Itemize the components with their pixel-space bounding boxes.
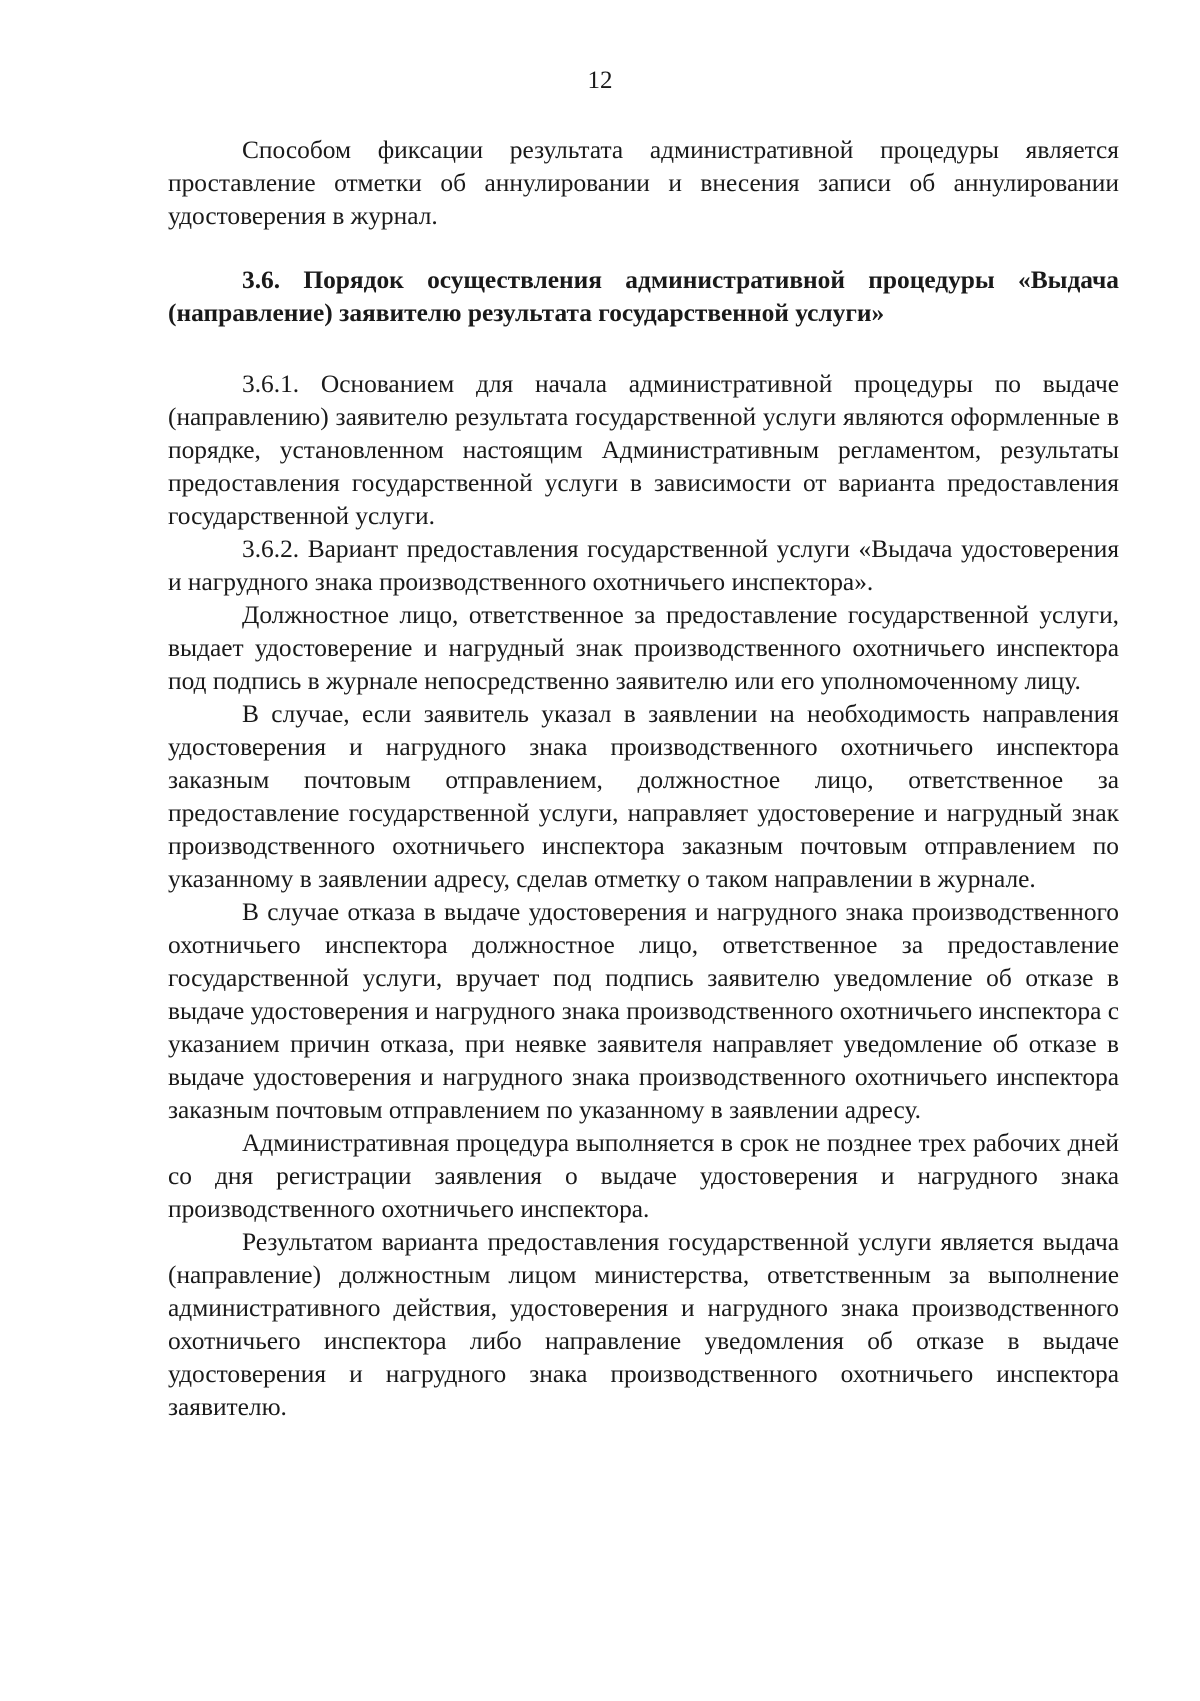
- paragraph-postal-delivery: В случае, если заявитель указал в заявлении на необходимость направления удостоверения и нагрудного знака производственного охотничьего инспектора заказным почтовым отправлением, должностное лицо, ответственное за предоставление государственной услуги, направляет удостоверение и нагрудный знак производственного охотничьего инспектора заказным почтовым отправлением по указанному в заявлении адресу, сделав отметку о таком направлении в журнале.: [168, 700, 1119, 893]
- paragraph-3-6-1: 3.6.1. Основанием для начала административной процедуры по выдаче (направлению) заявителю результата государственной услуги являются оформленные в порядке, установленном настоящим Административным регламентом, результаты предоставления государственной услуги в зависимости от варианта предоставления государственной услуги.: [168, 370, 1119, 530]
- paragraph-result: Результатом варианта предоставления государственной услуги является выдача (направление) должностным лицом министерства, ответственным за выполнение административного действия, удостоверения и нагрудного знака производственного охотничьего инспектора либо направление уведомления об отказе в выдаче удостоверения и нагрудного знака производственного охотничьего инспектора заявителю.: [168, 1228, 1119, 1421]
- page-number: 12: [587, 67, 613, 94]
- paragraph-deadline: Административная процедура выполняется в срок не позднее трех рабочих дней со дня регистрации заявления о выдаче удостоверения и нагрудного знака производственного охотничьего инспектора.: [168, 1129, 1119, 1223]
- paragraph-3-6-2: 3.6.2. Вариант предоставления государственной услуги «Выдача удостоверения и нагрудного знака производственного охотничьего инспектора».: [168, 535, 1119, 596]
- page-body: [168, 134, 1119, 1424]
- paragraph-issue-procedure: Должностное лицо, ответственное за предоставление государственной услуги, выдает удостоверение и нагрудный знак производственного охотничьего инспектора под подпись в журнале непосредственно заявителю или его уполномоченному лицу.: [168, 601, 1119, 695]
- intro-paragraph: Способом фиксации результата административной процедуры является проставление отметки об аннулировании и внесения записи об аннулировании удостоверения в журнал.: [168, 136, 1119, 230]
- section-heading: 3.6. Порядок осуществления административной процедуры «Выдача (направление) заявителю результата государственной услуги»: [168, 266, 1119, 327]
- paragraph-refusal: В случае отказа в выдаче удостоверения и нагрудного знака производственного охотничьего инспектора должностное лицо, ответственное за предоставление государственной услуги, вручает под подпись заявителю уведомление об отказе в выдаче удостоверения и нагрудного знака производственного охотничьего инспектора с указанием причин отказа, при неявке заявителя направляет уведомление об отказе в выдаче удостоверения и нагрудного знака производственного охотничьего инспектора заказным почтовым отправлением по указанному в заявлении адресу.: [168, 898, 1119, 1124]
